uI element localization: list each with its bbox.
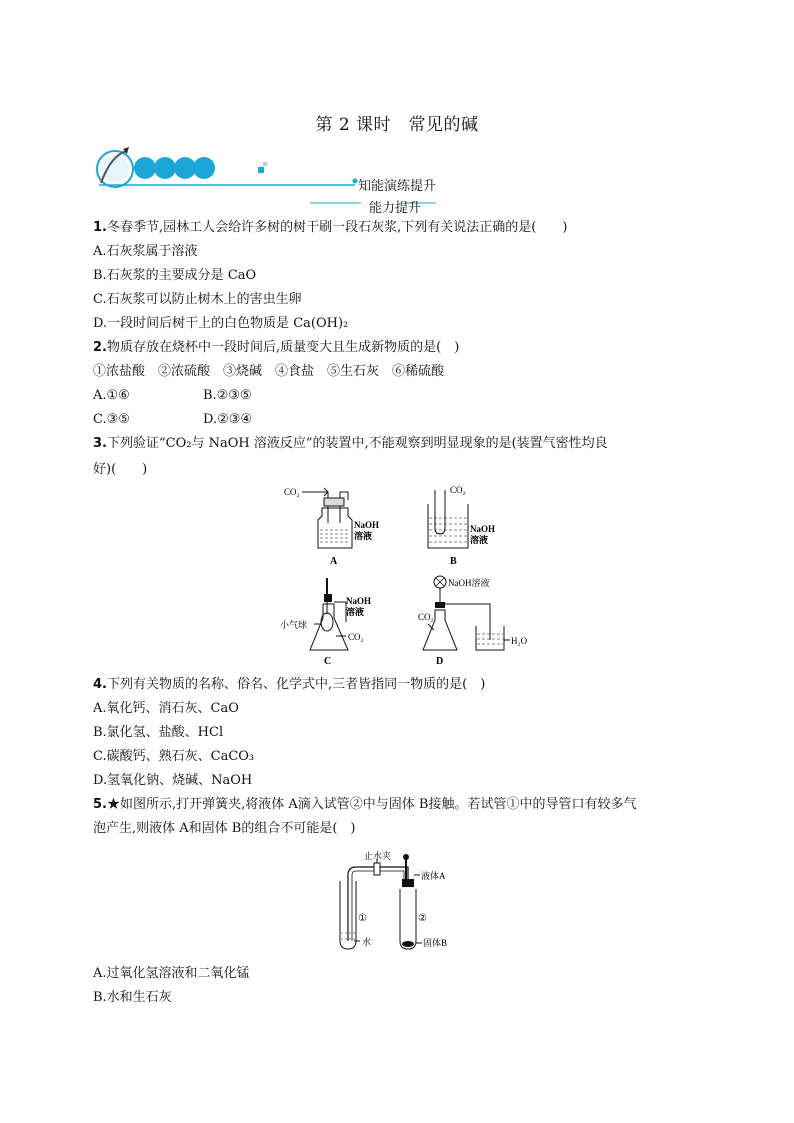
svg-text:②: ② [418,913,427,924]
svg-text:小气球: 小气球 [280,620,308,630]
option: C.③⑤ [93,412,130,427]
question-number: 4. [93,677,107,692]
option: B.石灰浆的主要成分是 CaO [93,268,257,283]
question-number: 3. [93,436,107,451]
question-stem: 下列有关物质的名称、俗名、化学式中,三者皆指同一物质的是( ) [106,677,486,692]
apparatus-b [428,485,495,567]
option: A.过氧化氢溶液和二氧化锰 [93,966,250,981]
question-stem-cont: 泡产生,则液体 A和固体 B的组合不可能是( ) [93,821,356,836]
substance-list: ①浓盐酸 ②浓硫酸 ③烧碱 ④食盐 ⑤生石灰 ⑥稀硫酸 [93,364,445,379]
question-4 [93,676,485,694]
svg-text:CO₂: CO₂ [348,632,364,642]
question-2 [93,339,459,357]
option: A.①⑥ [93,388,130,403]
option: C.碳酸钙、熟石灰、CaCO₃ [93,749,255,764]
label-d: D [436,656,444,667]
svg-text:液体A: 液体A [421,871,446,881]
svg-text:CO₂: CO₂ [418,612,434,622]
svg-text:NaOH: NaOH [470,524,496,534]
question-stem: ★如图所示,打开弹簧夹,将液体 A滴入试管②中与固体 B接触。若试管①中的导管口有较多气 [106,797,637,812]
apparatus-d [418,576,528,667]
svg-text:H₂O: H₂O [511,636,528,646]
option: A.石灰浆属于溶液 [93,244,198,259]
svg-text:溶液: 溶液 [354,531,373,541]
apparatus-figure-q3 [280,478,530,673]
svg-text:①: ① [358,913,367,924]
svg-text:固体B: 固体B [423,938,448,948]
question-1 [93,219,567,237]
label-b: B [450,556,457,567]
question-stem: 下列验证“CO₂与 NaOH 溶液反应”的装置中,不能观察到明显现象的是(装置气密性均良 [106,436,608,451]
option: B.②③⑤ [203,388,252,403]
section-label: 知能演练提升 [358,179,437,194]
question-5 [93,796,636,814]
svg-text:CO₂: CO₂ [450,485,466,495]
svg-text:NaOH: NaOH [354,520,380,530]
question-number: 5. [93,797,107,812]
svg-text:NaOH溶液: NaOH溶液 [448,578,490,588]
question-stem: 物质存放在烧杯中一段时间后,质量变大且生成新物质的是( ) [106,340,460,355]
question-number: 1. [93,220,107,235]
label-gas: CO₂ [284,487,300,497]
svg-text:溶液: 溶液 [346,607,365,617]
option: D.②③④ [203,412,253,427]
svg-text:溶液: 溶液 [470,535,489,545]
svg-text:水: 水 [362,937,372,947]
option: C.石灰浆可以防止树木上的害虫生卵 [93,292,302,307]
label-a: A [330,556,338,567]
question-stem: 冬春季节,园林工人会给许多树的树干刷一段石灰浆,下列有关说法正确的是( ) [106,220,568,235]
svg-text:NaOH: NaOH [346,596,372,606]
label-c: C [324,656,332,667]
question-number: 2. [93,340,107,355]
label-clamp: 止水夹 [364,851,392,861]
option: B.水和生石灰 [93,990,172,1005]
apparatus-c [280,578,371,667]
apparatus-figure-q5 [320,845,490,955]
subsection-label: 能力提升 [369,201,422,216]
question-stem-cont: 好)( ) [93,462,148,477]
option: D.一段时间后树干上的白色物质是 Ca(OH)₂ [93,316,349,331]
option: B.氯化氢、盐酸、HCl [93,725,224,740]
option: A.氧化钙、消石灰、CaO [93,701,239,716]
page-title: 第 2 课时 常见的碱 [315,115,479,135]
question-3 [93,435,608,453]
option: D.氢氧化钠、烧碱、NaOH [93,773,253,788]
apparatus-a [284,487,379,567]
